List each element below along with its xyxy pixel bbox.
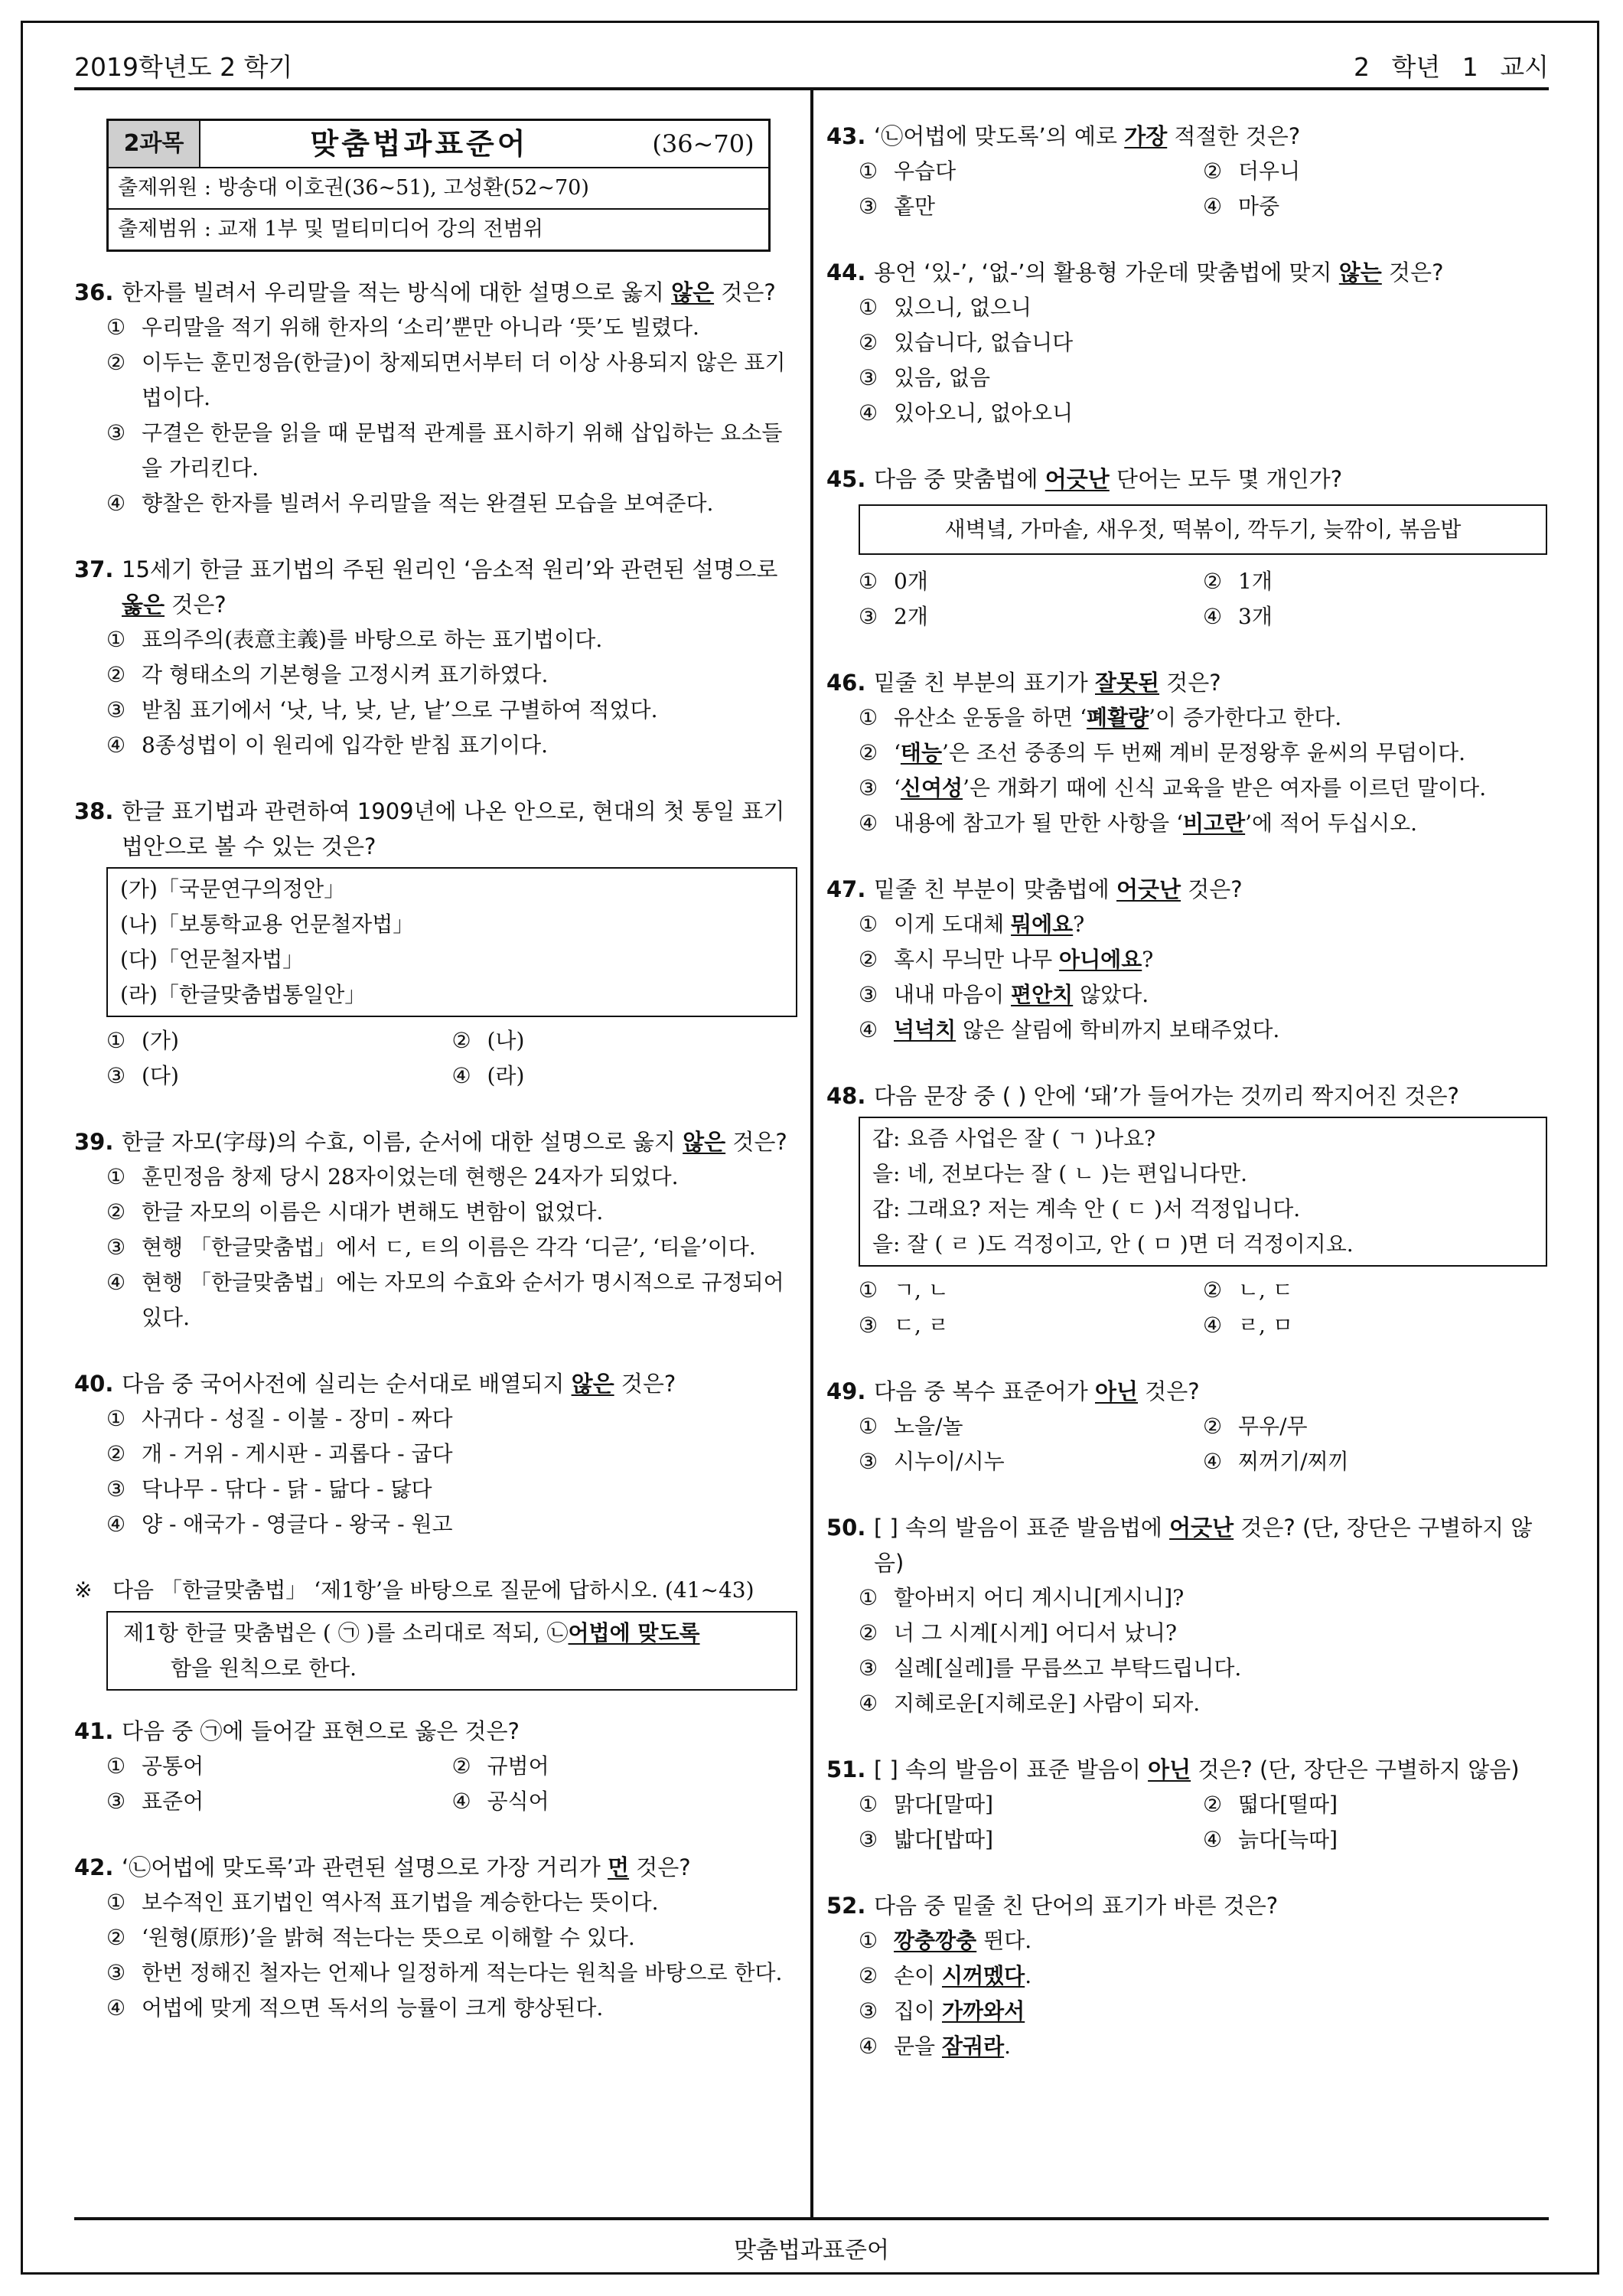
option[interactable]: ② 각 형태소의 기본형을 고정시켜 표기하였다. <box>106 662 549 687</box>
option[interactable]: ② 무우/무 <box>1203 1414 1308 1439</box>
subject-scope: 출제범위 : 교재 1부 및 멀티미디어 강의 전범위 <box>118 217 543 241</box>
subject-title: 맞춤법과표준어 <box>310 126 529 161</box>
option[interactable]: ① 훈민정음 창제 당시 28자이었는데 현행은 24자가 되었다. <box>106 1164 679 1189</box>
option[interactable]: ② ‘원형(原形)’을 밝혀 적는다는 뜻으로 이해할 수 있다. <box>106 1925 635 1950</box>
option[interactable]: ④ 마중 <box>1203 194 1280 219</box>
option[interactable]: ④ 향찰은 한자를 빌려서 우리말을 적는 완결된 모습을 보여준다. <box>106 491 714 516</box>
option[interactable]: ② 떫다[떨따] <box>1203 1792 1338 1817</box>
question-37: 37. 15세기 한글 표기법의 주된 원리인 ‘음소적 원리’와 관련된 설명으로 옳은 것은? ① 표의주의(表意主義)를 바탕으로 하는 표기법이다. ② 각 형태소의 기본형을 고정시켜 표기하였다. ③ 받침 표기에서 ‘낫, 낙, 낮, 낟, 낱’으로 구별하여 적었다. ④ 8종성법이 이 원리에 입각한 받침 표기이다. <box>74 552 797 763</box>
question-44: 44. 용언 ‘있-’, ‘없-’의 활용형 가운데 맞춤법에 맞지 않는 것은? ① 있으니, 없으니 ② 있습니다, 없습니다 ③ 있음, 없음 ④ 있아오니, 없아오니 <box>826 255 1547 431</box>
footer-rule <box>74 2217 1549 2220</box>
option[interactable]: ④ 문을 잠궈라. <box>859 2033 1012 2059</box>
option[interactable]: ① 보수적인 표기법인 역사적 표기법을 계승한다는 뜻이다. <box>106 1890 659 1915</box>
option[interactable]: ③ 있음, 없음 <box>859 365 990 390</box>
option[interactable]: ① (가) <box>106 1028 179 1053</box>
option[interactable]: ④ 현행 「한글맞춤법」에는 자모의 수효와 순서가 명시적으로 규정되어 있다. <box>106 1270 784 1330</box>
header-grade-period: 2 학년 1 교시 <box>1354 52 1549 82</box>
question-38: 38. 한글 표기법과 관련하여 1909년에 나온 안으로, 현대의 첫 통일 표기법안으로 볼 수 있는 것은? (가)「국문연구의정안」 (나)「보통학교용 언문철자법」 (다)「언문철자법」 (라)「한글맞춤법통일안」 ① (가) ② (나) ③ (다) ④ (라) <box>74 794 797 1094</box>
option[interactable]: ④ 어법에 맞게 적으면 독서의 능률이 크게 향상된다. <box>106 1995 604 2020</box>
option[interactable]: ④ 넉넉치 않은 살림에 학비까지 보태주었다. <box>859 1017 1280 1042</box>
option[interactable]: ④ 있아오니, 없아오니 <box>859 400 1074 426</box>
question-42: 42. ‘㉡어법에 맞도록’과 관련된 설명으로 가장 거리가 먼 것은? ① 보수적인 표기법인 역사적 표기법을 계승한다는 뜻이다. ② ‘원형(原形)’을 밝혀 적는다는 뜻으로 이해할 수 있다. ③ 한번 정해진 철자는 언제나 일정하게 적는다는 원칙을 바탕으로 한다. ④ 어법에 맞게 적으면 독서의 능률이 크게 향상된다. <box>74 1850 797 2026</box>
option[interactable]: ② ‘태능’은 조선 중종의 두 번째 계비 문정왕후 윤씨의 무덤이다. <box>859 740 1466 765</box>
question-48: 48. 다음 문장 중 ( ) 안에 ‘돼’가 들어가는 것끼리 짝지어진 것은? 갑: 요즘 사업은 잘 ( ㄱ )나요? 을: 네, 전보다는 잘 ( ㄴ )는 편입니다만. 갑: 그래요? 저는 계속 안 ( ㄷ )서 걱정입니다. 을: 잘 ( ㄹ )도 걱정이고, 안 ( ㅁ )면 더 걱정이지요. ① ㄱ, ㄴ ② ㄴ, ㄷ ③ ㄷ, ㄹ ④ ㄹ, ㅁ <box>826 1078 1547 1343</box>
option[interactable]: ② 규범어 <box>451 1753 549 1779</box>
option[interactable]: ④ 공식어 <box>451 1789 549 1814</box>
rule-box: 제1항 한글 맞춤법은 ( ㉠ )를 소리대로 적되, ㉡어법에 맞도록 함을 원칙으로 한다. <box>106 1611 797 1691</box>
option[interactable]: ③ 내내 마음이 편안치 않았다. <box>859 982 1149 1007</box>
footer-subject: 맞춤법과표준어 <box>734 2237 889 2264</box>
option[interactable]: ① 깡충깡충 뛴다. <box>859 1928 1032 1953</box>
option[interactable]: ② 이두는 훈민정음(한글)이 창제되면서부터 더 이상 사용되지 않은 표기법이다. <box>106 350 786 410</box>
option[interactable]: ② 너 그 시계[시게] 어디서 났니? <box>859 1620 1177 1645</box>
option[interactable]: ④ 양 - 애국가 - 영글다 - 왕국 - 원고 <box>106 1512 453 1537</box>
option[interactable]: ③ 한번 정해진 철자는 언제나 일정하게 적는다는 원칙을 바탕으로 한다. <box>106 1960 783 1985</box>
option[interactable]: ① 공통어 <box>106 1753 204 1779</box>
question-45: 45. 다음 중 맞춤법에 어긋난 단어는 모두 몇 개인가? 새벽녘, 가마솥, 새우젓, 떡볶이, 깍두기, 늦깎이, 볶음밥 ① 0개 ② 1개 ③ 2개 ④ 3개 <box>826 461 1547 634</box>
option[interactable]: ② 있습니다, 없습니다 <box>859 330 1074 355</box>
question-51: 51. [ ] 속의 발음이 표준 발음이 아닌 것은? (단, 장단은 구별하지 않음) ① 맑다[말따] ② 떫다[떨따] ③ 밟다[밥따] ④ 늙다[늑따] <box>826 1752 1547 1857</box>
option[interactable]: ② 한글 자모의 이름은 시대가 변해도 변함이 없었다. <box>106 1199 604 1225</box>
option[interactable]: ③ 밟다[밥따] <box>859 1827 994 1852</box>
option[interactable]: ① 표의주의(表意主義)를 바탕으로 하는 표기법이다. <box>106 627 603 652</box>
option[interactable]: ① ㄱ, ㄴ <box>859 1277 949 1303</box>
question-40: 40. 다음 중 국어사전에 실리는 순서대로 배열되지 않은 것은? ① 사귀다 - 성질 - 이불 - 장미 - 짜다 ② 개 - 거위 - 게시판 - 괴롭다 - 굽다 ③ 닥나무 - 닦다 - 닭 - 닮다 - 닳다 ④ 양 - 애국가 - 영글다 - 왕국 - 원고 <box>74 1366 797 1542</box>
option[interactable]: ① 0개 <box>859 569 928 594</box>
option[interactable]: ④ 내용에 참고가 될 만한 사항을 ‘비고란’에 적어 두십시오. <box>859 810 1418 836</box>
option[interactable]: ① 사귀다 - 성질 - 이불 - 장미 - 짜다 <box>106 1406 453 1431</box>
note-block: ※ 다음 「한글맞춤법」 ‘제1항’을 바탕으로 질문에 답하시오. (41~43) 제1항 한글 맞춤법은 ( ㉠ )를 소리대로 적되, ㉡어법에 맞도록 함을 원칙으로 한다. <box>74 1573 797 1691</box>
option[interactable]: ① 우습다 <box>859 158 957 184</box>
option[interactable]: ② 개 - 거위 - 게시판 - 괴롭다 - 굽다 <box>106 1441 453 1466</box>
option[interactable]: ③ 닥나무 - 닦다 - 닭 - 닮다 - 닳다 <box>106 1476 432 1502</box>
question-47: 47. 밑줄 친 부분이 맞춤법에 어긋난 것은? ① 이게 도대체 뭐에요? ② 혹시 무늬만 나무 아니에요? ③ 내내 마음이 편안치 않았다. ④ 넉넉치 않은 살림에 학비까지 보태주었다. <box>826 872 1547 1048</box>
option[interactable]: ③ 현행 「한글맞춤법」에서 ㄷ, ㅌ의 이름은 각각 ‘디귿’, ‘티읕’이다. <box>106 1234 756 1260</box>
option[interactable]: ③ 구결은 한문을 읽을 때 문법적 관계를 표시하기 위해 삽입하는 요소들을 가리킨다. <box>106 420 783 481</box>
header-term: 2019학년도 2 학기 <box>74 52 293 82</box>
reference-box: (가)「국문연구의정안」 (나)「보통학교용 언문철자법」 (다)「언문철자법」 (라)「한글맞춤법통일안」 <box>106 867 797 1017</box>
option[interactable]: ④ 찌꺼기/찌끼 <box>1203 1449 1349 1474</box>
question-49: 49. 다음 중 복수 표준어가 아닌 것은? ① 노을/놀 ② 무우/무 ③ 시누이/시누 ④ 찌꺼기/찌끼 <box>826 1374 1547 1479</box>
question-43: 43. ‘㉡어법에 맞도록’의 예로 가장 적절한 것은? ① 우습다 ② 더우니 ③ 홑만 ④ 마중 <box>826 119 1547 224</box>
option[interactable]: ② 1개 <box>1203 569 1273 594</box>
option[interactable]: ① 우리말을 적기 위해 한자의 ‘소리’뿐만 아니라 ‘뜻’도 빌렸다. <box>106 315 699 340</box>
option[interactable]: ① 할아버지 어디 계시니[게시니]? <box>859 1585 1185 1610</box>
option[interactable]: ④ 3개 <box>1203 604 1273 629</box>
option[interactable]: ③ (다) <box>106 1063 179 1088</box>
option[interactable]: ③ 시누이/시누 <box>859 1449 1005 1474</box>
option[interactable]: ① 노을/놀 <box>859 1414 963 1439</box>
option[interactable]: ④ (라) <box>451 1063 525 1088</box>
option[interactable]: ③ ‘신여성’은 개화기 때에 신식 교육을 받은 여자를 이르던 말이다. <box>859 775 1487 801</box>
option[interactable]: ④ ㄹ, ㅁ <box>1203 1313 1293 1338</box>
right-column <box>826 119 1547 2095</box>
option[interactable]: ④ 늙다[늑따] <box>1203 1827 1338 1852</box>
subject-range: (36~70) <box>652 129 754 158</box>
option[interactable]: ③ 받침 표기에서 ‘낫, 낙, 낮, 낟, 낱’으로 구별하여 적었다. <box>106 697 658 722</box>
note-text: 다음 「한글맞춤법」 ‘제1항’을 바탕으로 질문에 답하시오. (41~43) <box>112 1577 754 1603</box>
left-column <box>74 119 797 2056</box>
option[interactable]: ① 유산소 운동을 하면 ‘폐활량’이 증가한다고 한다. <box>859 705 1342 730</box>
option[interactable]: ② ㄴ, ㄷ <box>1203 1277 1293 1303</box>
question-50: 50. [ ] 속의 발음이 표준 발음법에 어긋난 것은? (단, 장단은 구별하지 않음) ① 할아버지 어디 계시니[게시니]? ② 너 그 시계[시게] 어디서 났니? ③ 실례[실레]를 무릅쓰고 부탁드립니다. ④ 지혜로운[지헤로운] 사람이 되자. <box>826 1510 1547 1721</box>
option[interactable]: ② 더우니 <box>1203 158 1301 184</box>
question-39: 39. 한글 자모(字母)의 수효, 이름, 순서에 대한 설명으로 옳지 않은 것은? ① 훈민정음 창제 당시 28자이었는데 현행은 24자가 되었다. ② 한글 자모의 이름은 시대가 변해도 변함이 없었다. ③ 현행 「한글맞춤법」에서 ㄷ, ㅌ의 이름은 각각 ‘디귿’, ‘티읕’이다. ④ 현행 「한글맞춤법」에는 자모의 수효와 순서가 명시적으로 규정되어 있다. <box>74 1124 797 1336</box>
option[interactable]: ③ 홑만 <box>859 194 936 219</box>
question-36: 36. 한자를 빌려서 우리말을 적는 방식에 대한 설명으로 옳지 않은 것은? ① 우리말을 적기 위해 한자의 ‘소리’뿐만 아니라 ‘뜻’도 빌렸다. ② 이두는 훈민정음(한글)이 창제되면서부터 더 이상 사용되지 않은 표기법이다. ③ 구결은 한문을 읽을 때 문법적 관계를 표시하기 위해 삽입하는 요소들을 가리킨다. ④ 향찰은 한자를 빌려서 우리말을 적는 완결된 모습을 보여준다. <box>74 275 797 521</box>
option[interactable]: ③ 표준어 <box>106 1789 204 1814</box>
question-41: 41. 다음 중 ㉠에 들어갈 표현으로 옳은 것은? ① 공통어 ② 규범어 ③ 표준어 ④ 공식어 <box>74 1714 797 1819</box>
word-list-box: 새벽녘, 가마솥, 새우젓, 떡볶이, 깍두기, 늦깎이, 볶음밥 <box>859 504 1547 555</box>
option[interactable]: ③ 2개 <box>859 604 928 629</box>
dialogue-box: 갑: 요즘 사업은 잘 ( ㄱ )나요? 을: 네, 전보다는 잘 ( ㄴ )는 편입니다만. 갑: 그래요? 저는 계속 안 ( ㄷ )서 걱정입니다. 을: 잘 ( ㄹ )도 걱정이고, 안 ( ㅁ )면 더 걱정이지요. <box>859 1117 1547 1267</box>
option[interactable]: ② (나) <box>451 1028 525 1053</box>
option[interactable]: ① 이게 도대체 뭐에요? <box>859 912 1085 937</box>
question-46: 46. 밑줄 친 부분의 표기가 잘못된 것은? ① 유산소 운동을 하면 ‘폐활량’이 증가한다고 한다. ② ‘태능’은 조선 중종의 두 번째 계비 문정왕후 윤씨의 무덤이다. ③ ‘신여성’은 개화기 때에 신식 교육을 받은 여자를 이르던 말이다. ④ 내용에 참고가 될 만한 사항을 ‘비고란’에 적어 두십시오. <box>826 665 1547 841</box>
column-divider <box>810 90 813 2217</box>
option[interactable]: ④ 8종성법이 이 원리에 입각한 받침 표기이다. <box>106 732 549 758</box>
option[interactable]: ① 있으니, 없으니 <box>859 295 1032 320</box>
option[interactable]: ③ 실례[실레]를 무릅쓰고 부탁드립니다. <box>859 1655 1242 1681</box>
subject-authors: 출제위원 : 방송대 이호권(36~51), 고성환(52~70) <box>109 168 768 210</box>
subject-tag: 2과목 <box>109 121 200 167</box>
option[interactable]: ② 손이 시꺼멨다. <box>859 1963 1032 1988</box>
option[interactable]: ② 혹시 무늬만 나무 아니에요? <box>859 947 1154 972</box>
subject-box <box>106 119 771 252</box>
question-52: 52. 다음 중 밑줄 친 단어의 표기가 바른 것은? ① 깡충깡충 뛴다. ② 손이 시꺼멨다. ③ 집이 가까와서 ④ 문을 잠궈라. <box>826 1888 1547 2064</box>
option[interactable]: ④ 지혜로운[지헤로운] 사람이 되자. <box>859 1691 1201 1716</box>
option[interactable]: ③ 집이 가까와서 <box>859 1998 1025 2024</box>
option[interactable]: ③ ㄷ, ㄹ <box>859 1313 949 1338</box>
option[interactable]: ① 맑다[말따] <box>859 1792 994 1817</box>
